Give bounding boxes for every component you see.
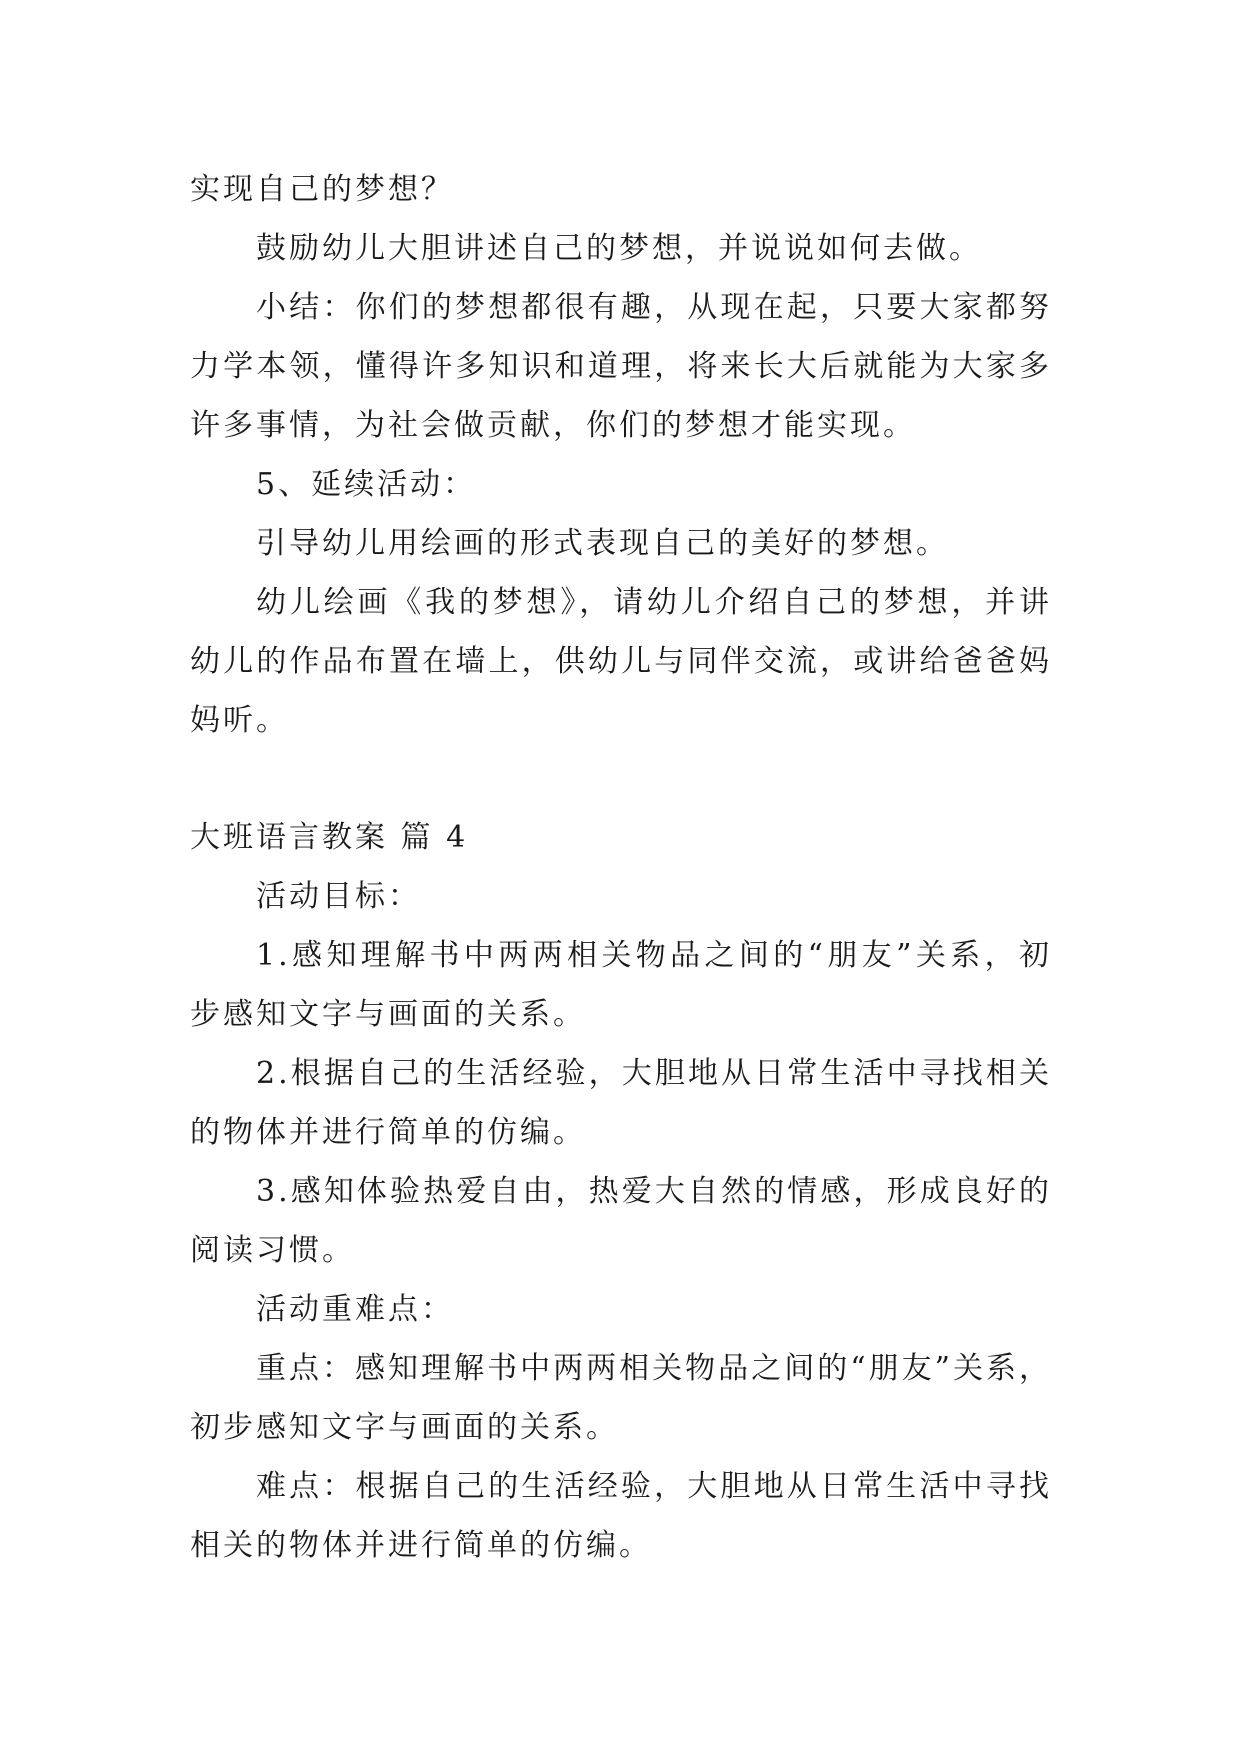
paragraph-goal-2: 2.根据自己的生活经验，大胆地从日常生活中寻找相关的物体并进行简单的仿编。 bbox=[190, 1056, 1052, 1150]
paragraph-continuation: 实现自己的梦想？ bbox=[190, 172, 454, 207]
paragraph-goal-1: 1.感知理解书中两两相关物品之间的“朋友”关系，初步感知文字与画面的关系。 bbox=[190, 938, 1052, 1032]
paragraph-summary: 小结：你们的梦想都很有趣，从现在起，只要大家都努力学本领，懂得许多知识和道理，将来长大后就能为大家多许多事情，为社会做贡献，你们的梦想才能实现。 bbox=[190, 290, 1052, 443]
paragraph-guide-drawing: 引导幼儿用绘画的形式表现自己的美好的梦想。 bbox=[256, 526, 949, 561]
paragraph-goal-3: 3.感知体验热爱自由，热爱大自然的情感，形成良好的阅读习惯。 bbox=[190, 1174, 1052, 1268]
paragraph-drawing-activity: 幼儿绘画《我的梦想》，请幼儿介绍自己的梦想，并讲幼儿的作品布置在墙上，供幼儿与同伴交流，或讲给爸爸妈妈听。 bbox=[190, 585, 1052, 738]
paragraph-encourage: 鼓励幼儿大胆讲述自己的梦想，并说说如何去做。 bbox=[256, 231, 982, 266]
paragraph-difficult-point: 难点：根据自己的生活经验，大胆地从日常生活中寻找相关的物体并进行简单的仿编。 bbox=[190, 1469, 1052, 1563]
paragraph-goals-heading: 活动目标： bbox=[256, 879, 421, 914]
paragraph-key-point: 重点：感知理解书中两两相关物品之间的“朋友”关系，初步感知文字与画面的关系。 bbox=[190, 1351, 1052, 1445]
section-gap bbox=[190, 750, 1052, 808]
paragraph-extension-heading: 5、延续活动： bbox=[256, 467, 477, 502]
paragraph-key-points-heading: 活动重难点： bbox=[256, 1292, 454, 1327]
document-body bbox=[190, 160, 1052, 1575]
section-title: 大班语言教案 篇 4 bbox=[190, 820, 469, 855]
